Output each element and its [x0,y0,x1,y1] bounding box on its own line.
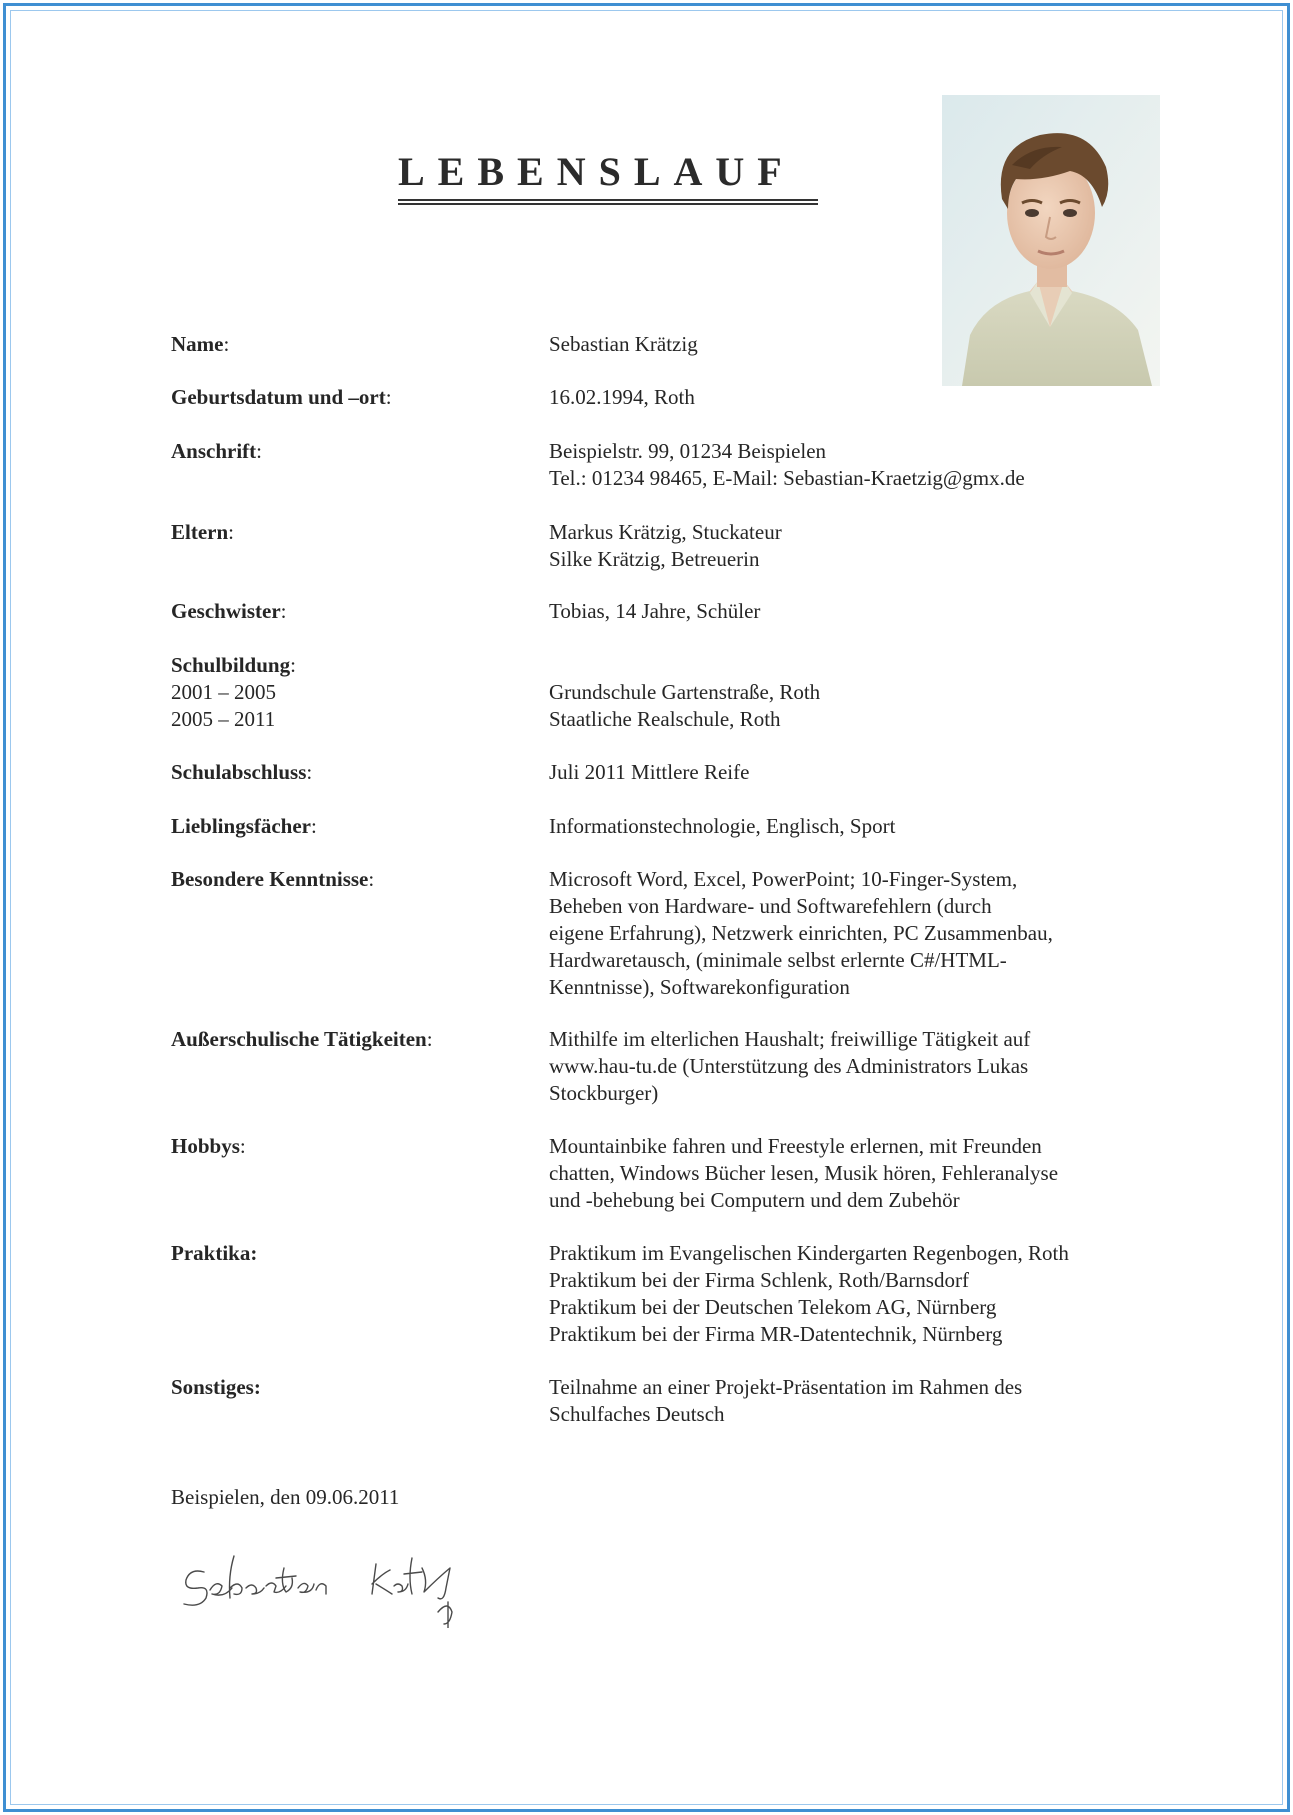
label-address: Anschrift: [171,439,263,463]
contact-line: Tel.: 01234 98465, E-Mail: Sebastian-Kraetzig@gmx.de [549,466,1025,490]
value-education [549,679,1149,733]
value-address [549,438,1149,492]
school-line: Grundschule Gartenstraße, Roth [549,680,821,704]
value-birth: 16.02.1994, Roth [549,385,695,409]
label-name: Name: [171,332,230,356]
education-year: 2005 – 2011 [171,707,276,731]
label-skills: Besondere Kenntnisse: [171,867,375,891]
value-graduation: Juli 2011 Mittlere Reife [549,760,750,784]
activities-line: www.hau-tu.de (Unterstützung des Administrators Lukas [549,1054,1029,1078]
misc-line: Schulfaches Deutsch [549,1402,725,1426]
value-activities [549,1026,1149,1107]
internship-line: Praktikum bei der Firma Schlenk, Roth/Barnsdorf [549,1268,969,1292]
parent-line: Markus Krätzig, Stuckateur [549,520,782,544]
document-title: LEBENSLAUF [398,149,795,194]
label-birth: Geburtsdatum und –ort: [171,385,392,409]
label-hobbies: Hobbys: [171,1134,246,1158]
hobbies-line: Mountainbike fahren und Freestyle erlernen, mit Freunden [549,1134,1042,1158]
skills-line: Hardwaretausch, (minimale selbst erlernte C#/HTML- [549,948,1007,972]
activities-line: Stockburger) [549,1081,659,1105]
internship-line: Praktikum bei der Deutschen Telekom AG, Nürnberg [549,1295,997,1319]
skills-line: Beheben von Hardware- und Softwarefehlern (durch [549,894,992,918]
signature-text: Sebastian Krätzig [176,1626,184,1627]
label-siblings: Geschwister: [171,599,287,623]
address-line: Beispielstr. 99, 01234 Beispielen [549,439,827,463]
place-and-date: Beispielen, den 09.06.2011 [171,1485,400,1509]
skills-line: Kenntnisse), Softwarekonfiguration [549,975,850,999]
label-internships: Praktika: [171,1241,258,1265]
value-hobbies [549,1133,1149,1214]
value-favorite-subjects: Informationstechnologie, Englisch, Sport [549,814,896,838]
label-misc: Sonstiges: [171,1375,261,1399]
label-parents: Eltern: [171,520,234,544]
title-underline-second [398,203,818,205]
skills-line: eigene Erfahrung), Netzwerk einrichten, PC Zusammenbau, [549,921,1053,945]
misc-line: Teilnahme an einer Projekt-Präsentation im Rahmen des [549,1375,1023,1399]
internship-line: Praktikum im Evangelischen Kindergarten Regenbogen, Roth [549,1241,1069,1265]
hobbies-line: und -behebung bei Computern und dem Zubehör [549,1188,960,1212]
education-year: 2001 – 2005 [171,680,276,704]
skills-line: Microsoft Word, Excel, PowerPoint; 10-Finger-System, [549,867,1018,891]
value-parents [549,519,1149,573]
title-underline [398,199,818,201]
label-graduation: Schulabschluss: [171,760,313,784]
parent-line: Silke Krätzig, Betreuerin [549,547,760,571]
hobbies-line: chatten, Windows Bücher lesen, Musik hören, Fehleranalyse [549,1161,1059,1185]
value-internships [549,1240,1149,1348]
value-siblings: Tobias, 14 Jahre, Schüler [549,599,761,623]
activities-line: Mithilfe im elterlichen Haushalt; freiwillige Tätigkeit auf [549,1027,1031,1051]
internship-line: Praktikum bei der Firma MR-Datentechnik, Nürnberg [549,1322,1003,1346]
school-line: Staatliche Realschule, Roth [549,707,781,731]
label-activities: Außerschulische Tätigkeiten: [171,1027,433,1051]
handwritten-signature [176,1528,506,1628]
value-name: Sebastian Krätzig [549,332,698,356]
value-skills [549,866,1149,1001]
label-education: Schulbildung: 2001 – 2005 2005 – 2011 [171,653,296,731]
label-favorite-subjects: Lieblingsfächer: [171,814,317,838]
value-misc [549,1374,1149,1428]
